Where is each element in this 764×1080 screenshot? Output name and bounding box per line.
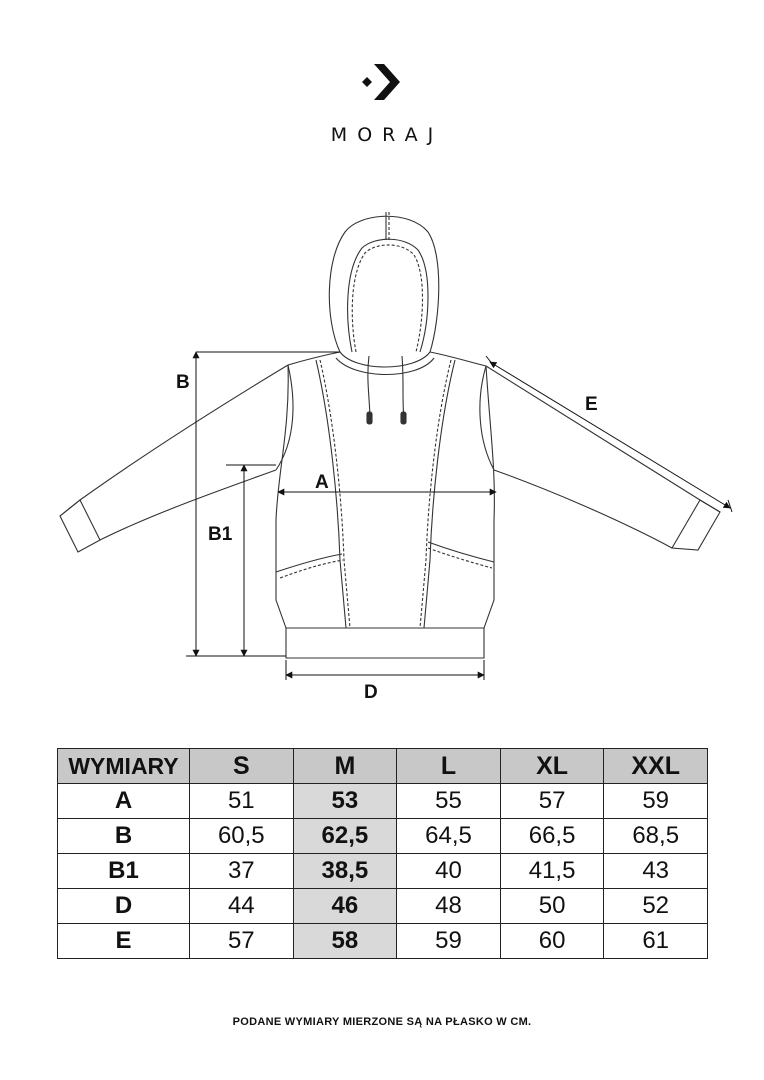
table-cell: 60 xyxy=(500,924,604,959)
label-a: A xyxy=(315,472,329,493)
table-cell: 57 xyxy=(500,784,604,819)
table-cell-highlight: 53 xyxy=(293,784,397,819)
header-cell-wymiary: WYMIARY xyxy=(58,749,190,784)
label-d: D xyxy=(364,682,378,703)
table-cell: 37 xyxy=(190,854,294,889)
table-row xyxy=(58,889,708,924)
table-cell: 51 xyxy=(190,784,294,819)
hoodie-outline-icon xyxy=(60,212,720,658)
label-b: B xyxy=(176,372,190,393)
row-label: B1 xyxy=(58,854,190,889)
row-label: B xyxy=(58,819,190,854)
table-cell-highlight: 38,5 xyxy=(293,854,397,889)
measurement-lines xyxy=(186,352,732,680)
header-cell-xl: XL xyxy=(500,749,604,784)
table-cell-highlight: 62,5 xyxy=(293,819,397,854)
brand-name: MORAJ xyxy=(330,124,444,146)
table-cell: 68,5 xyxy=(604,819,708,854)
label-b1: B1 xyxy=(208,524,233,545)
measurement-note: PODANE WYMIARY MIERZONE SĄ NA PŁASKO W CM. xyxy=(232,1016,532,1028)
table-cell: 60,5 xyxy=(190,819,294,854)
table-cell: 52 xyxy=(604,889,708,924)
table-cell: 43 xyxy=(604,854,708,889)
table-cell: 40 xyxy=(397,854,501,889)
row-label: E xyxy=(58,924,190,959)
table-cell: 66,5 xyxy=(500,819,604,854)
table-cell: 61 xyxy=(604,924,708,959)
moraj-arrow-logo-icon xyxy=(360,60,404,104)
table-cell: 48 xyxy=(397,889,501,924)
table-row xyxy=(58,924,708,959)
table-cell: 41,5 xyxy=(500,854,604,889)
table-cell: 59 xyxy=(604,784,708,819)
table-cell: 50 xyxy=(500,889,604,924)
table-cell: 64,5 xyxy=(397,819,501,854)
header-cell-l: L xyxy=(397,749,501,784)
table-cell: 55 xyxy=(397,784,501,819)
table-cell-highlight: 46 xyxy=(293,889,397,924)
header-cell-xxl: XXL xyxy=(604,749,708,784)
row-label: D xyxy=(58,889,190,924)
row-label: A xyxy=(58,784,190,819)
table-cell-highlight: 58 xyxy=(293,924,397,959)
size-table xyxy=(57,748,708,959)
brand-logo xyxy=(0,60,764,104)
header-cell-s: S xyxy=(190,749,294,784)
table-cell: 59 xyxy=(397,924,501,959)
table-cell: 57 xyxy=(190,924,294,959)
size-table-header xyxy=(58,749,708,784)
table-cell: 44 xyxy=(190,889,294,924)
table-row xyxy=(58,819,708,854)
header-cell-m: M xyxy=(293,749,397,784)
hoodie-diagram xyxy=(0,180,764,720)
label-e: E xyxy=(585,394,598,415)
table-row xyxy=(58,784,708,819)
table-row xyxy=(58,854,708,889)
